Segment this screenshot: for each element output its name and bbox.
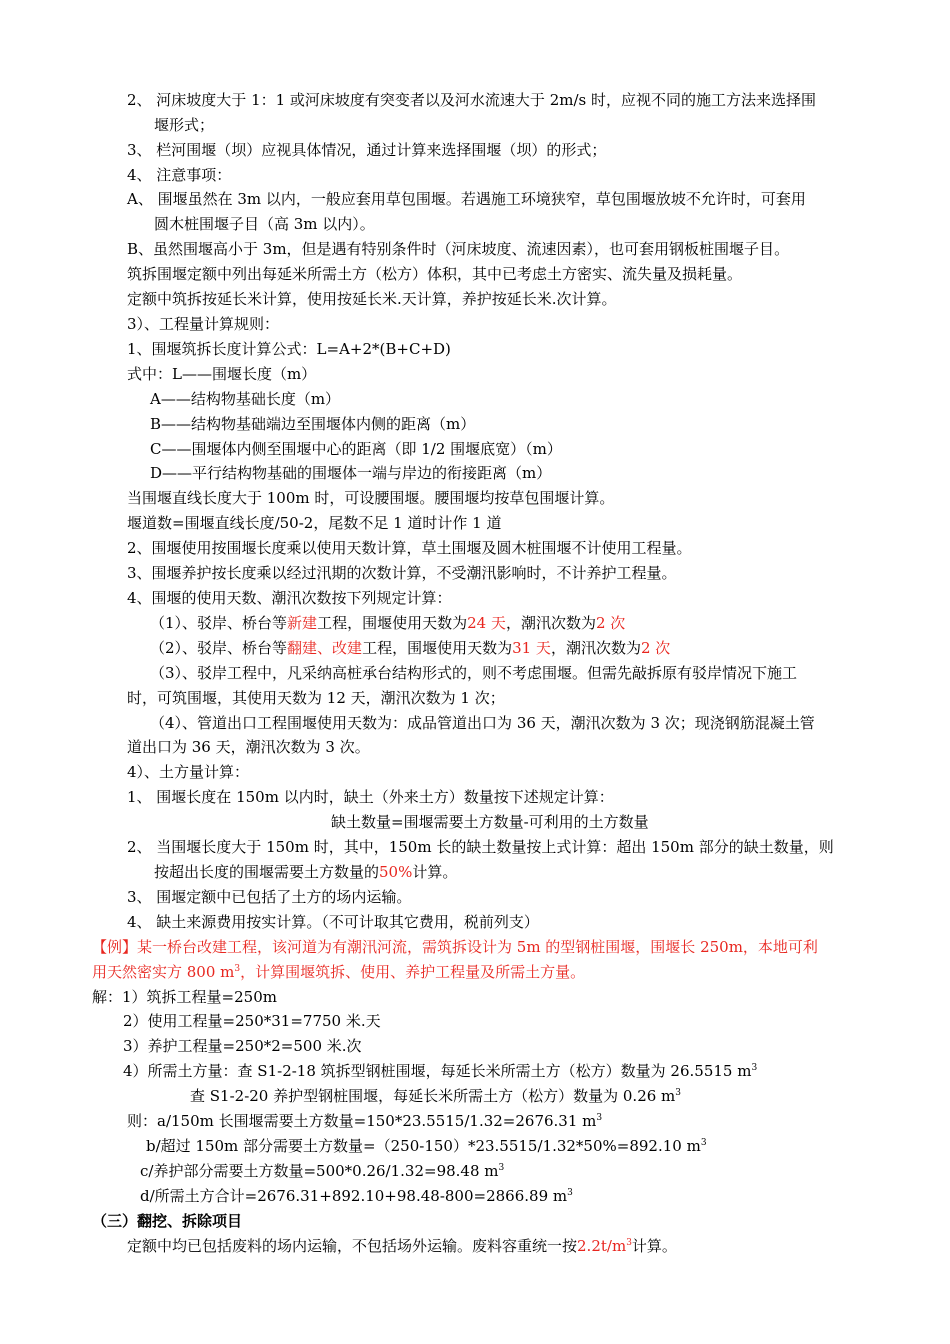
superscript: 3 <box>626 1238 632 1248</box>
text-run: 计算。 <box>412 863 458 881</box>
text-line: 3、 围堰定额中已包括了土方的场内运输。 <box>127 888 412 906</box>
text-line <box>190 1085 681 1107</box>
text-line <box>154 861 457 883</box>
highlight-text: 2.2t/m <box>577 1237 627 1255</box>
text-line: D——平行结构物基础的围堰体一端与岸边的衔接距离（m） <box>150 464 552 482</box>
text-run: 计算。 <box>631 1237 677 1255</box>
text-line: 4）、土方量计算： <box>127 763 250 781</box>
text-line: 1、围堰筑拆长度计算公式：L=A+2*(B+C+D) <box>127 340 451 358</box>
superscript: 3 <box>596 1113 603 1123</box>
text-run: 工程，围堰使用天数为 <box>362 639 513 657</box>
text-line <box>123 1060 757 1082</box>
text-line: 1、 围堰长度在 150m 以内时，缺土（外来土方）数量按下述规定计算： <box>127 788 614 806</box>
text-line: A——结构物基础长度（m） <box>150 390 341 408</box>
text-line <box>146 1135 707 1157</box>
text-line <box>127 1235 677 1257</box>
superscript: 3 <box>700 1138 707 1148</box>
superscript: 3 <box>234 964 241 974</box>
text-run: ，计算围堰筑拆、使用、养护工程量及所需土方量。 <box>240 963 586 981</box>
text-run: 定额中均已包括废料的场内运输，不包括场外运输。废料容重统一按 <box>127 1237 578 1255</box>
text-line: B、虽然围堰高小于 3m，但是遇有特别条件时（河床坡度、流速因素），也可套用钢板桩围堰子目。 <box>127 240 790 258</box>
text-run: 则：a/150m 长围堰需要土方数量=150*23.5515/1.32=2676.31 m <box>127 1112 597 1130</box>
superscript: 3 <box>567 1188 573 1198</box>
text-line: 3、围堰养护按长度乘以经过汛期的次数计算，不受潮汛影响时，不计养护工程量。 <box>127 564 677 582</box>
text-line <box>150 612 625 634</box>
text-run: （1）、驳岸、桥台等 <box>150 614 288 632</box>
formula-line: 缺土数量=围堰需要土方数量-可利用的土方数量 <box>331 813 649 831</box>
text-run: b/超过 150m 部分需要土方数量=（250-150）*23.5515/1.32*50%=892.10 m <box>146 1137 701 1155</box>
text-line: 堰道数=围堰直线长度/50-2，尾数不足 1 道时计作 1 道 <box>127 514 502 532</box>
text-line: 4、 缺土来源费用按实计算。（不可计取其它费用，税前列支） <box>127 913 539 931</box>
text-line: 堰形式； <box>154 116 215 134</box>
text-line <box>140 1160 504 1182</box>
text-line: 时，可筑围堰，其使用天数为 12 天，潮汛次数为 1 次； <box>127 689 505 707</box>
highlight-text: 2 次 <box>640 639 671 657</box>
text-line: C——围堰体内侧至围堰中心的距离（即 1/2 围堰底宽）（m） <box>150 440 562 458</box>
text-line: 4、围堰的使用天数、潮汛次数按下列规定计算： <box>127 589 452 607</box>
example-text: 【例】某一桥台改建工程，该河道为有潮汛河流，需筑拆设计为 5m 的型钢桩围堰，围堰长 250m，本地可利 <box>92 938 818 956</box>
text-line: 2、 当围堰长度大于 150m 时，其中，150m 长的缺土数量按上式计算：超出 150m 部分的缺土数量，则 <box>127 838 834 856</box>
text-line: 当围堰直线长度大于 100m 时，可设腰围堰。腰围堰均按草包围堰计算。 <box>127 489 615 507</box>
text-line: 圆木桩围堰子目（高 3m 以内）。 <box>154 215 375 233</box>
text-line: B——结构物基础端边至围堰体内侧的距离（m） <box>150 415 476 433</box>
text-line: 式中：L——围堰长度（m） <box>127 365 317 383</box>
text-line: （4）、管道出口工程围堰使用天数为：成品管道出口为 36 天，潮汛次数为 3 次；现浇钢筋混凝土管 <box>150 714 815 732</box>
highlight-text: 31 天 <box>512 639 551 657</box>
text-line <box>150 637 670 659</box>
superscript: 3 <box>498 1163 505 1173</box>
superscript: 3 <box>751 1063 758 1073</box>
text-line: 筑拆围堰定额中列出每延米所需土方（松方）体积，其中已考虑土方密实、流失量及损耗量。 <box>127 265 743 283</box>
text-run: 工程，围堰使用天数为 <box>317 614 468 632</box>
highlight-text: 翻建、改建 <box>287 639 363 657</box>
highlight-text: 2 次 <box>595 614 626 632</box>
text-run: ，潮汛次数为 <box>550 639 641 657</box>
text-run: 4）所需土方量：查 S1-2-18 筑拆型钢桩围堰，每延长米所需土方（松方）数量为 26.5515 m <box>123 1062 752 1080</box>
text-line: 2、围堰使用按围堰长度乘以使用天数计算，草土围堰及圆木桩围堰不计使用工程量。 <box>127 539 692 557</box>
text-line: 2）使用工程量=250*31=7750 米.天 <box>123 1012 381 1030</box>
text-line: 道出口为 36 天，潮汛次数为 3 次。 <box>127 738 370 756</box>
text-line: 3）养护工程量=250*2=500 米.次 <box>123 1037 362 1055</box>
text-line: A、 围堰虽然在 3m 以内，一般应套用草包围堰。若遇施工环境狭窄，草包围堰放坡不允许时，可套用 <box>127 190 806 208</box>
text-run: 按超出长度的围堰需要土方数量的 <box>154 863 380 881</box>
text-run: 用天然密实方 800 m <box>92 963 235 981</box>
text-line: 定额中筑拆按延长米计算，使用按延长米.天计算，养护按延长米.次计算。 <box>127 290 617 308</box>
superscript: 3 <box>675 1088 682 1098</box>
text-line: 3）、工程量计算规则： <box>127 315 280 333</box>
text-line: 4、 注意事项： <box>127 166 232 184</box>
text-run: d/所需土方合计=2676.31+892.10+98.48-800=2866.89 m <box>140 1187 568 1205</box>
text-run: 查 S1-2-20 养护型钢桩围堰，每延长米所需土方（松方）数量为 0.26 m <box>190 1087 676 1105</box>
text-line <box>140 1185 573 1207</box>
highlight-text: 新建 <box>287 614 318 632</box>
text-run: （2）、驳岸、桥台等 <box>150 639 288 657</box>
section-heading: （三）翻挖、拆除项目 <box>92 1212 243 1230</box>
example-text <box>92 961 585 983</box>
text-line: 2、 河床坡度大于 1：1 或河床坡度有突变者以及河水流速大于 2m/s 时，应视不同的施工方法来选择围 <box>127 91 816 109</box>
text-run: ，潮汛次数为 <box>505 614 596 632</box>
highlight-text: 50% <box>379 863 413 881</box>
text-line: 解：1）筑拆工程量=250m <box>92 988 277 1006</box>
text-line: 3、 栏河围堰（坝）应视具体情况，通过计算来选择围堰（坝）的形式； <box>127 141 607 159</box>
text-line: （3）、驳岸工程中，凡采纳高桩承台结构形式的，则不考虑围堰。但需先敲拆原有驳岸情况下施工 <box>150 664 798 682</box>
text-run: c/养护部分需要土方数量=500*0.26/1.32=98.48 m <box>140 1162 499 1180</box>
highlight-text: 24 天 <box>467 614 506 632</box>
text-line <box>127 1110 602 1132</box>
